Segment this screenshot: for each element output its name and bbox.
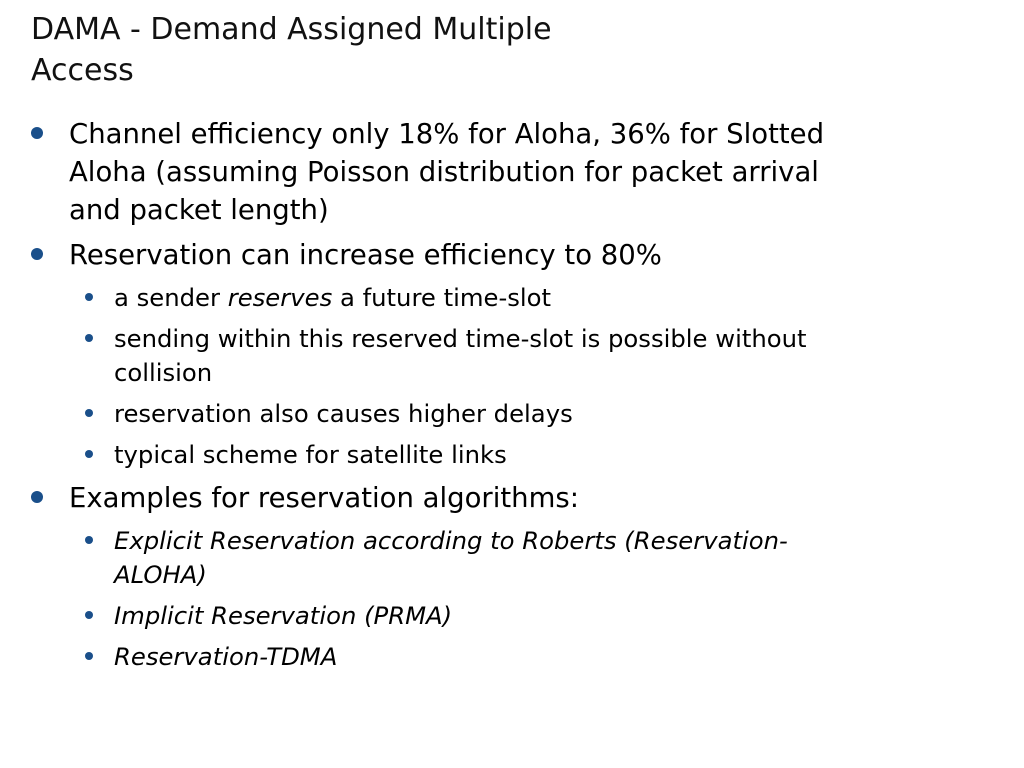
bullet-text-line: Channel efficiency only 18% for Aloha, 36% for Slotted xyxy=(69,118,825,150)
bullet-item-reservation-efficiency xyxy=(69,236,969,274)
bullet-text-line: Aloha (assuming Poisson distribution for packet arrival xyxy=(69,156,819,188)
bullet-item-examples xyxy=(69,479,969,517)
slide-title-line-1: DAMA - Demand Assigned Multiple xyxy=(31,12,552,47)
sub-bullet-item-explicit-reservation xyxy=(114,524,974,592)
sub-bullet-dot-icon xyxy=(85,450,93,458)
sub-bullet-text-line: collision xyxy=(114,358,213,387)
sub-bullet-item-sender-reserves xyxy=(114,281,974,315)
sub-bullet-item-reservation-tdma xyxy=(114,640,974,674)
sub-bullet-dot-icon xyxy=(85,409,93,417)
sub-bullet-text-line: Implicit Reservation (PRMA) xyxy=(114,601,453,630)
sub-bullet-item-satellite-links xyxy=(114,438,974,472)
sub-bullet-text-line: sending within this reserved time-slot is possible without xyxy=(114,324,807,353)
sub-bullet-dot-icon xyxy=(85,611,93,619)
bullet-text-line: Examples for reservation algorithms: xyxy=(69,482,579,514)
sub-bullet-dot-icon xyxy=(85,334,93,342)
sub-bullet-text-line: reservation also causes higher delays xyxy=(114,399,573,428)
sub-bullet-text-line: Explicit Reservation according to Roberts (Reservation- xyxy=(114,526,788,555)
sub-bullet-item-implicit-reservation xyxy=(114,599,974,633)
bullet-item-channel-efficiency xyxy=(69,115,969,229)
slide-title xyxy=(31,9,751,91)
sub-bullet-dot-icon xyxy=(85,536,93,544)
sub-bullet-dot-icon xyxy=(85,293,93,301)
text-plain: a sender xyxy=(114,283,228,312)
sub-bullet-text-line: ALOHA) xyxy=(114,560,207,589)
slide-title-line-2: Access xyxy=(31,53,134,88)
sub-bullet-text-line: typical scheme for satellite links xyxy=(114,440,507,469)
sub-bullet-dot-icon xyxy=(85,652,93,660)
bullet-text-line: Reservation can increase efficiency to 80% xyxy=(69,239,662,271)
sub-bullet-item-sending-within xyxy=(114,322,974,390)
sub-bullet-item-higher-delays xyxy=(114,397,974,431)
text-emphasis: reserves xyxy=(227,283,333,312)
sub-bullet-text-line: Reservation-TDMA xyxy=(114,642,338,671)
text-plain: a future time-slot xyxy=(332,283,552,312)
bullet-dot-icon xyxy=(31,491,43,503)
sub-bullet-text-line xyxy=(114,281,974,315)
bullet-dot-icon xyxy=(31,127,43,139)
bullet-dot-icon xyxy=(31,248,43,260)
bullet-text-line: and packet length) xyxy=(69,194,329,226)
